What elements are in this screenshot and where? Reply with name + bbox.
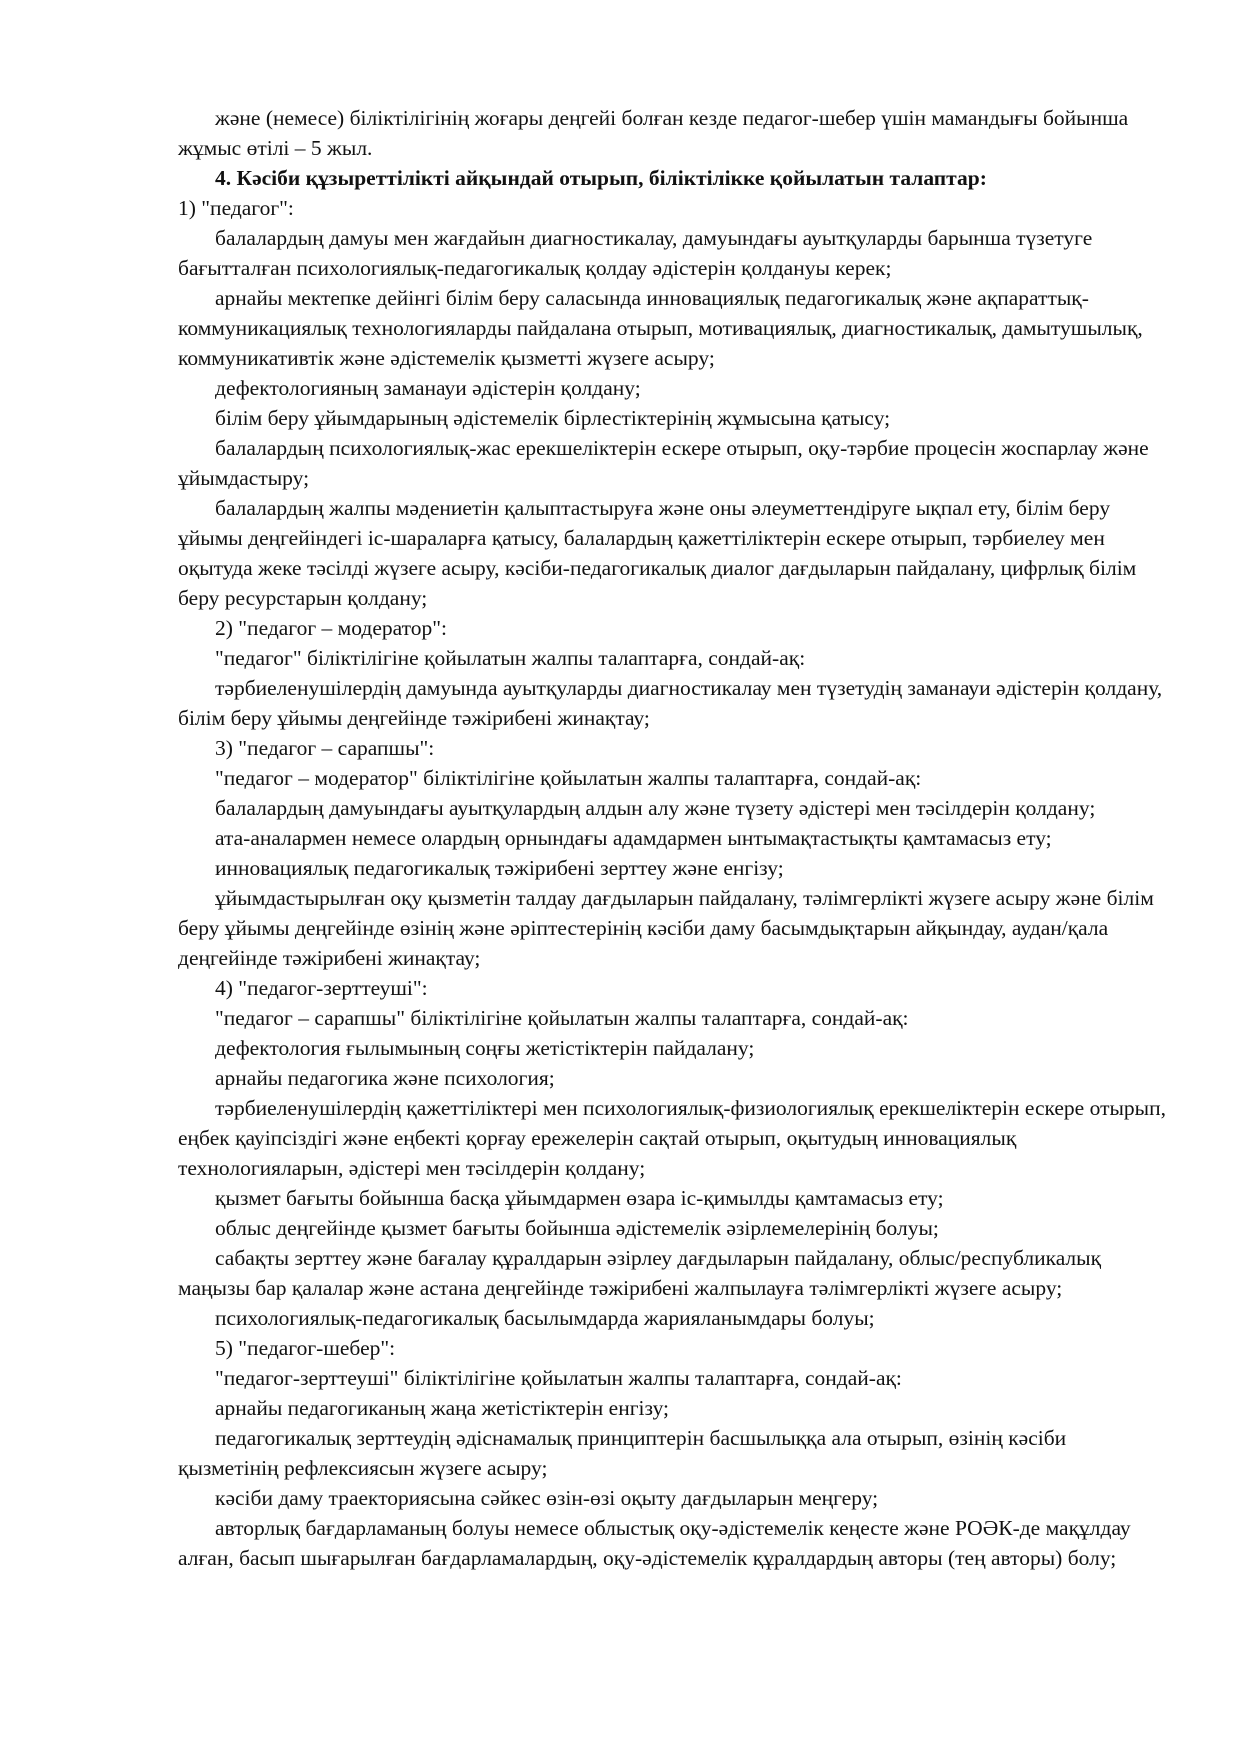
paragraph: авторлық бағдарламаның болуы немесе облыстық оқу-әдістемелік кеңесте және РОӘК-де мақұлдау алған, басып шығарылған бағдарламалардың, оқу-әдістемелік құралдардың авторы (тең авторы) болу; [178,1516,1131,1570]
paragraph: қызмет бағыты бойынша басқа ұйымдармен өзара іс-қимылды қамтамасыз ету; [215,1186,944,1210]
section-heading: 4. Кәсіби құзыреттілікті айқындай отырып, біліктілікке қойылатын талаптар: [215,166,987,190]
paragraph: "педагог-зерттеуші" біліктілігіне қойылатын жалпы талаптарға, сондай-ақ: [215,1366,902,1390]
paragraph: дефектологияның заманауи әдістерін қолдану; [215,376,641,400]
paragraph: арнайы мектепке дейінгі білім беру саласында инновациялық педагогикалық және ақпараттық-коммуникациялық технологияларды пайдалана отырып, мотивациялық, диагностикалық, дамытушылық, коммуникативтік және әдістемелік қызметті жүзеге асыру; [178,286,1143,370]
paragraph: "педагог – сарапшы" біліктілігіне қойылатын жалпы талаптарға, сондай-ақ: [215,1006,909,1030]
paragraph: ұйымдастырылған оқу қызметін талдау дағдыларын пайдалану, тәлімгерлікті жүзеге асыру және білім беру ұйымы деңгейінде өзінің және әріптестерінің кәсіби даму басымдықтарын айқындау, аудан/қала деңгейінде тәжірибені жинақтау; [178,886,1154,970]
paragraph: арнайы педагогиканың жаңа жетістіктерін енгізу; [215,1396,670,1420]
paragraph: ата-аналармен немесе олардың орнындағы адамдармен ынтымақтастықты қамтамасыз ету; [215,826,1052,850]
paragraph: және (немесе) біліктілігінің жоғары деңгейі болған кезде педагог-шебер үшін мамандығы бойынша жұмыс өтілі – 5 жыл. [178,106,1129,160]
list-item-heading: 2) "педагог – модератор": [215,616,447,640]
paragraph: балалардың дамуы мен жағдайын диагностикалау, дамуындағы ауытқуларды барынша түзетуге бағытталған психологиялық-педагогикалық қолдау әдістерін қолдануы керек; [178,226,1093,280]
paragraph: сабақты зерттеу және бағалау құралдарын әзірлеу дағдыларын пайдалану, облыс/республикалық маңызы бар қалалар және астана деңгейінде тәжірибені жалпылауға тәлімгерлікті жүзеге асыру; [178,1246,1102,1300]
list-item-heading: 4) "педагог-зерттеуші": [215,976,428,1000]
paragraph: "педагог – модератор" біліктілігіне қойылатын жалпы талаптарға, сондай-ақ: [215,766,922,790]
list-item-heading: 3) "педагог – сарапшы": [215,736,435,760]
paragraph: тәрбиеленушілердің дамуында ауытқуларды диагностикалау мен түзетудің заманауи әдістерін қолдану, білім беру ұйымы деңгейінде тәжірибені жинақтау; [178,676,1163,730]
paragraph: балалардың психологиялық-жас ерекшеліктерін ескере отырып, оқу-тәрбие процесін жоспарлау және ұйымдастыру; [178,436,1149,490]
paragraph: облыс деңгейінде қызмет бағыты бойынша әдістемелік әзірлемелерінің болуы; [215,1216,939,1240]
paragraph: арнайы педагогика және психология; [215,1066,555,1090]
paragraph: психологиялық-педагогикалық басылымдарда жарияланымдары болуы; [215,1306,875,1330]
paragraph: білім беру ұйымдарының әдістемелік бірлестіктерінің жұмысына қатысу; [215,406,891,430]
paragraph: кәсіби даму траекториясына сәйкес өзін-өзі оқыту дағдыларын меңгеру; [215,1486,879,1510]
paragraph: дефектология ғылымының соңғы жетістіктерін пайдалану; [215,1036,755,1060]
paragraph: балалардың жалпы мәдениетін қалыптастыруға және оны әлеуметтендіруге ықпал ету, білім беру ұйымы деңгейіндегі іс-шараларға қатысу, балалардың қажеттіліктерін ескере отырып, тәрбиелеу мен оқытуда жеке тәсілді жүзеге асыру, кәсіби-педагогикалық диалог дағдыларын пайдалану, цифрлық білім беру ресурстарын қолдану; [178,496,1137,610]
list-item-heading: 5) "педагог-шебер": [215,1336,396,1360]
paragraph: педагогикалық зерттеудің әдіснамалық принциптерін басшылыққа ала отырып, өзінің кәсіби қызметінің рефлексиясын жүзеге асыру; [178,1426,1067,1480]
paragraph: "педагог" біліктілігіне қойылатын жалпы талаптарға, сондай-ақ: [215,646,806,670]
paragraph: инновациялық педагогикалық тәжірибені зерттеу және енгізу; [215,856,784,880]
paragraph: тәрбиеленушілердің қажеттіліктері мен психологиялық-физиологиялық ерекшеліктерін ескере отырып, еңбек қауіпсіздігі және еңбекті қорғау ережелерін сақтай отырып, оқытудың инновациялық технологияларын, әдістері мен тәсілдерін қолдану; [178,1096,1166,1180]
document-page [178,103,1168,1573]
paragraph: балалардың дамуындағы ауытқулардың алдын алу және түзету әдістері мен тәсілдерін қолдану; [215,796,1096,820]
list-item-heading: 1) "педагог": [178,196,294,220]
